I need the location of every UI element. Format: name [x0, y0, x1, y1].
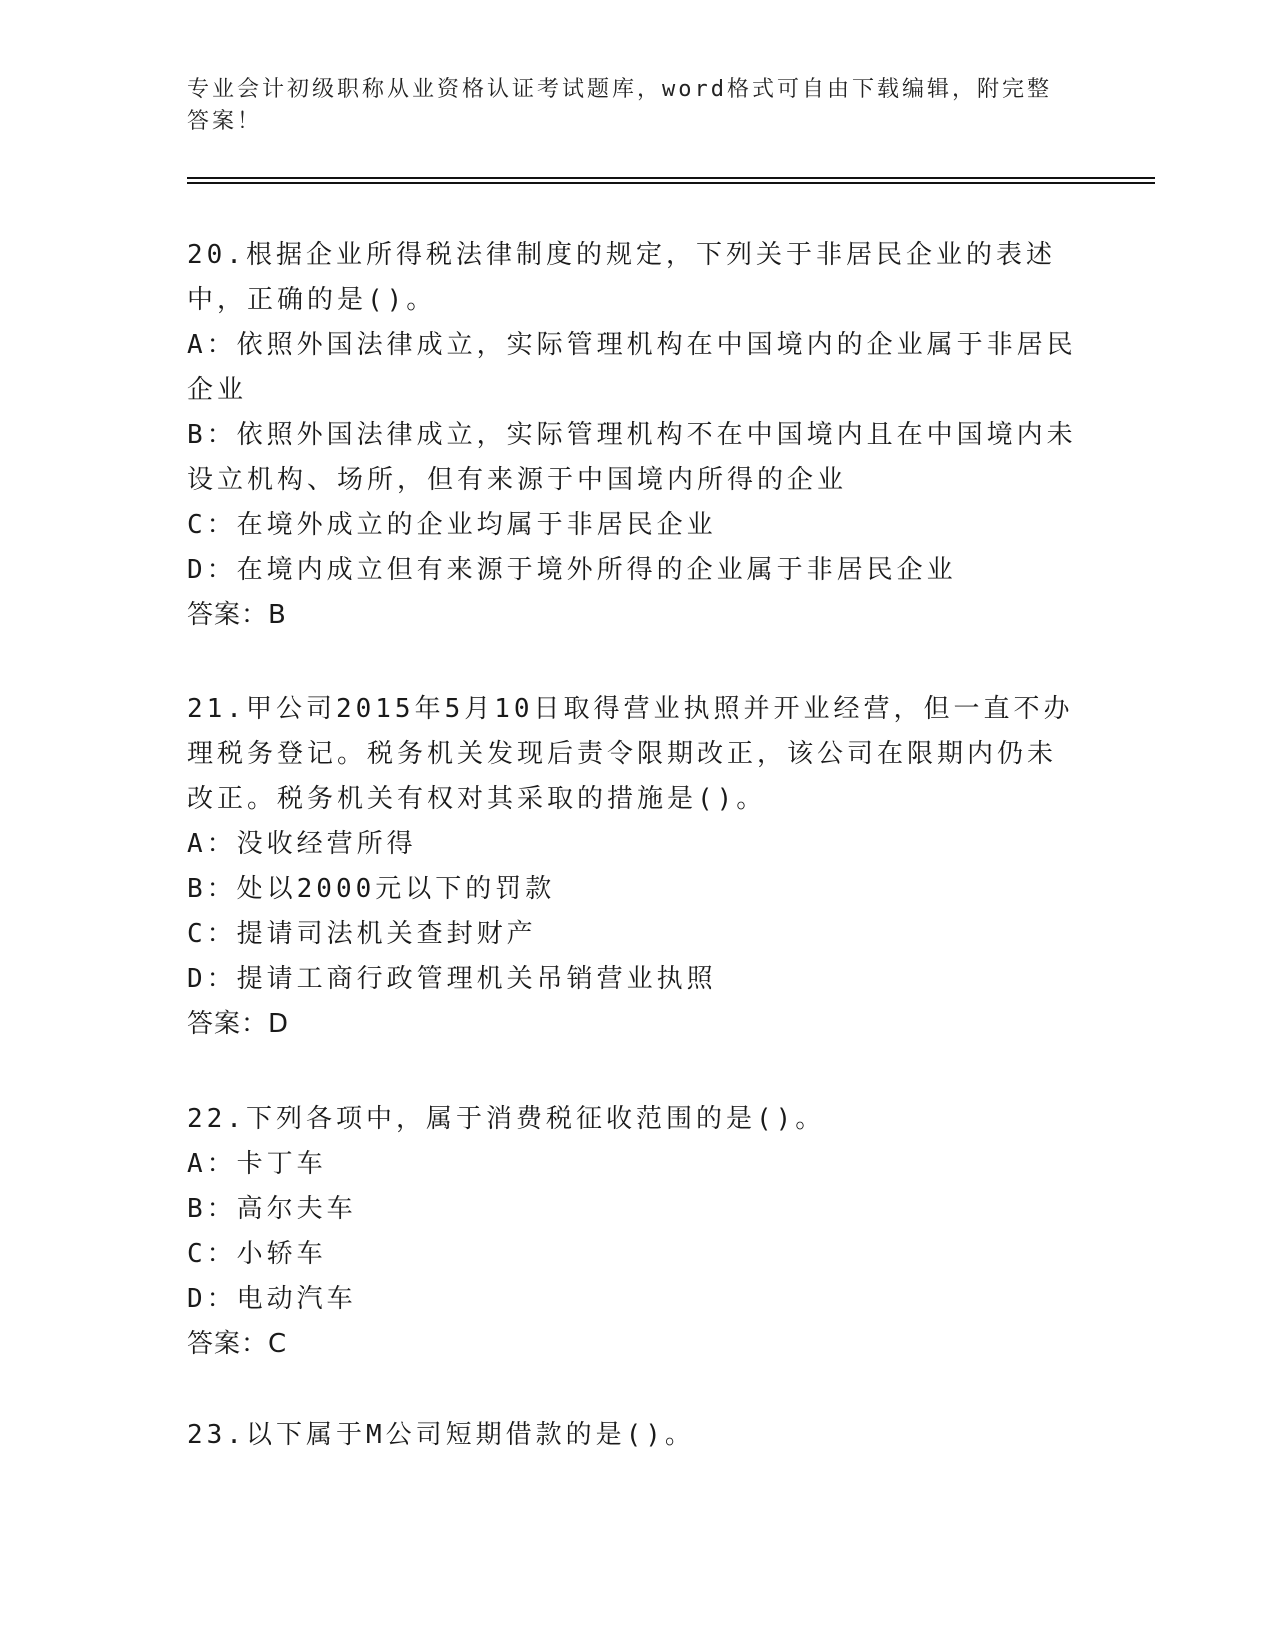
option-a: A：卡丁车 [187, 1149, 327, 1179]
question-stem: 20.根据企业所得税法律制度的规定，下列关于非居民企业的表述中，正确的是()。 [187, 240, 1056, 315]
option-d: D：电动汽车 [187, 1284, 357, 1314]
option-d: D：在境内成立但有来源于境外所得的企业属于非居民企业 [187, 555, 957, 585]
question-21 [187, 687, 1077, 1047]
header-rule-top [187, 177, 1155, 179]
option-a: A：依照外国法律成立，实际管理机构在中国境内的企业属于非居民企业 [187, 330, 1077, 405]
answer: 答案：C [187, 1329, 288, 1359]
question-stem: 22.下列各项中，属于消费税征收范围的是()。 [187, 1104, 826, 1134]
page-header: 专业会计初级职称从业资格认证考试题库，word格式可自由下载编辑，附完整答案！ [187, 77, 1052, 134]
header-rule-bottom [187, 182, 1155, 184]
option-b: B：处以2000元以下的罚款 [187, 874, 556, 904]
question-stem: 21.甲公司2015年5月10日取得营业执照并开业经营，但一直不办理税务登记。税务机关发现后责令限期改正，该公司在限期内仍未改正。税务机关有权对其采取的措施是()。 [187, 694, 1074, 814]
answer: 答案：B [187, 600, 287, 630]
option-c: C：提请司法机关查封财产 [187, 919, 537, 949]
option-c: C：在境外成立的企业均属于非居民企业 [187, 510, 717, 540]
option-a: A：没收经营所得 [187, 829, 417, 859]
option-d: D：提请工商行政管理机关吊销营业执照 [187, 964, 717, 994]
option-b: B：依照外国法律成立，实际管理机构不在中国境内且在中国境内未设立机构、场所，但有来源于中国境内所得的企业 [187, 420, 1077, 495]
answer: 答案：D [187, 1009, 290, 1039]
question-20 [187, 233, 1077, 638]
option-b: B：高尔夫车 [187, 1194, 357, 1224]
question-23 [187, 1413, 1077, 1458]
option-c: C：小轿车 [187, 1239, 327, 1269]
question-stem: 23.以下属于M公司短期借款的是()。 [187, 1420, 695, 1450]
question-22 [187, 1097, 1077, 1367]
